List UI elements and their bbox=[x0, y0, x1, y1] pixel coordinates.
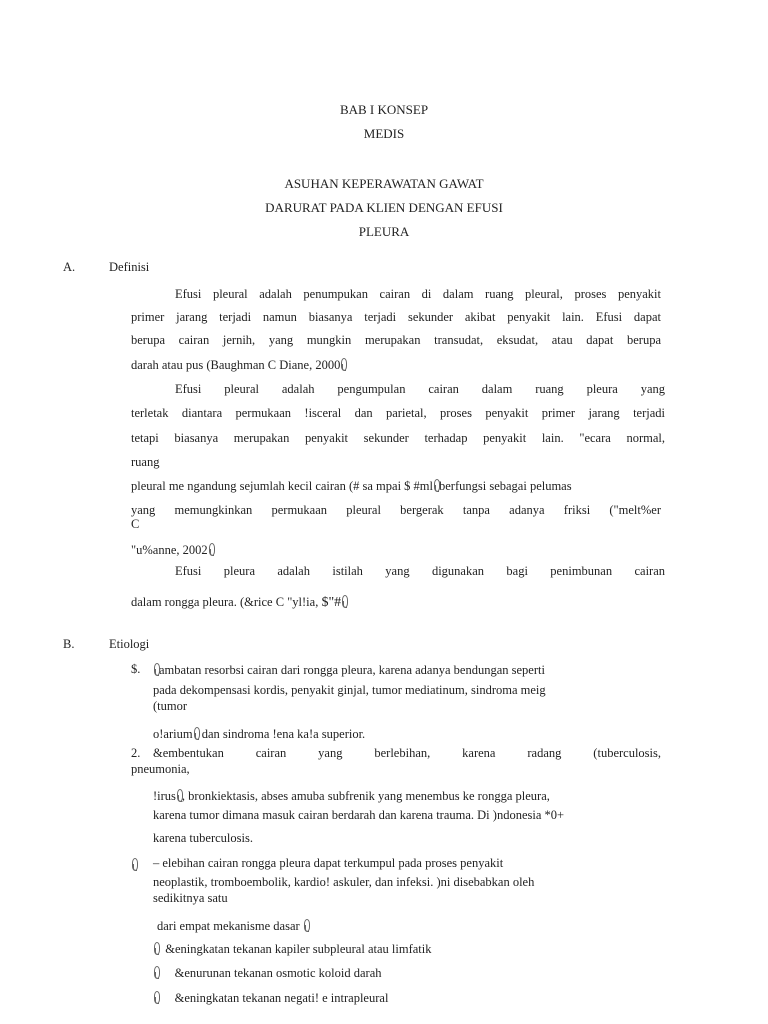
paragraph-line: pleural me ngandung sejumlah kecil cairan (# sa mpai $ #ml berfungsi sebagai pelumas bbox=[131, 479, 572, 493]
unknown-glyph-icon bbox=[340, 357, 346, 372]
title-line-1: BAB I KONSEP bbox=[339, 102, 429, 117]
list-item-line: pneumonia, bbox=[131, 762, 190, 776]
paragraph-line: yang memungkinkan permukaan pleural bergerak tanpa adanya friksi ("melt%er bbox=[131, 503, 661, 517]
paragraph-line: Efusi pleural adalah pengumpulan cairan dalam ruang pleura yang bbox=[175, 382, 665, 396]
title-line-5: PLEURA bbox=[358, 224, 410, 239]
title-line-2: MEDIS bbox=[363, 126, 405, 141]
paragraph-line: berupa cairan jernih, yang mungkin merupakan transudat, eksudat, atau dapat berupa bbox=[131, 333, 661, 347]
list-item-line: karena tumor dimana masuk cairan berdarah dan karena trauma. Di )ndonesia *0+ bbox=[153, 808, 565, 822]
paragraph-line: primer jarang terjadi namun biasanya terjadi sekunder akibat penyakit lain. Efusi dapat bbox=[131, 310, 661, 324]
unknown-glyph-icon bbox=[153, 941, 159, 956]
title-line-3: ASUHAN KEPERAWATAN GAWAT bbox=[284, 176, 484, 191]
list-item-line: o!arium dan sindroma !ena ka!a superior. bbox=[153, 727, 366, 741]
list-item-line: neoplastik, tromboembolik, kardio! askuler, dan infeksi. )ni disebabkan oleh bbox=[153, 875, 535, 889]
paragraph-line: darah atau pus (Baughman C Diane, 2000 bbox=[131, 357, 346, 373]
list-item-line: karena tuberculosis. bbox=[153, 831, 253, 845]
list-item-marker: 2. bbox=[131, 746, 141, 760]
paragraph-line: tetapi biasanya merupakan penyakit sekunder terhadap penyakit lain. "ecara normal, bbox=[131, 431, 665, 445]
list-item-line: pada dekompensasi kordis, penyakit ginjal, tumor mediatinum, sindroma meig bbox=[153, 683, 546, 697]
list-item-marker bbox=[131, 857, 137, 873]
list-item-line: ambatan resorbsi cairan dari rongga pleura, karena adanya bendungan seperti bbox=[153, 662, 545, 678]
unknown-glyph-icon bbox=[131, 857, 137, 872]
unknown-glyph-icon bbox=[153, 662, 159, 677]
paragraph-line: dalam rongga pleura. (&rice C "yl!ia, $"# bbox=[131, 594, 347, 610]
unknown-glyph-icon bbox=[433, 478, 439, 493]
paragraph-line: ruang bbox=[131, 455, 160, 469]
list-item-line: (tumor bbox=[153, 699, 188, 713]
unknown-glyph-icon bbox=[193, 726, 199, 741]
mechanism-item: &enurunan tekanan osmotic koloid darah bbox=[153, 965, 382, 981]
mechanism-item: &eningkatan tekanan kapiler subpleural atau limfatik bbox=[153, 941, 431, 957]
paragraph-line: Efusi pleural adalah penumpukan cairan di dalam ruang pleural, proses penyakit bbox=[175, 287, 661, 301]
paragraph-line: terletak diantara permukaan !isceral dan parietal, proses penyakit primer jarang terjadi bbox=[131, 406, 665, 420]
section-b-heading: Etiologi bbox=[109, 637, 150, 651]
paragraph-line: C bbox=[131, 517, 140, 531]
list-item-marker: $. bbox=[131, 662, 141, 676]
list-item-line: !irus , bronkiektasis, abses amuba subfrenik yang menembus ke rongga pleura, bbox=[153, 789, 550, 803]
title-line-4: DARURAT PADA KLIEN DENGAN EFUSI bbox=[265, 200, 503, 215]
unknown-glyph-icon bbox=[208, 542, 214, 557]
unknown-glyph-icon bbox=[153, 965, 159, 980]
unknown-glyph-icon bbox=[176, 788, 182, 803]
paragraph-line: "u%anne, 2002 bbox=[131, 542, 214, 558]
list-item-line: dari empat mekanisme dasar bbox=[157, 918, 309, 934]
section-a-heading: Definisi bbox=[109, 260, 150, 274]
section-a-marker: A. bbox=[63, 260, 76, 274]
list-item-line: – elebihan cairan rongga pleura dapat terkumpul pada proses penyakit bbox=[153, 856, 504, 870]
section-b-marker: B. bbox=[63, 637, 75, 651]
list-item-line: sedikitnya satu bbox=[153, 891, 228, 905]
unknown-glyph-icon bbox=[341, 594, 347, 609]
unknown-glyph-icon bbox=[303, 918, 309, 933]
list-item-line: &embentukan cairan yang berlebihan, karena radang (tuberculosis, bbox=[153, 746, 661, 760]
paragraph-line: Efusi pleura adalah istilah yang digunakan bagi penimbunan cairan bbox=[175, 564, 665, 578]
mechanism-item: &eningkatan tekanan negati! e intrapleural bbox=[153, 990, 388, 1006]
unknown-glyph-icon bbox=[153, 990, 159, 1005]
